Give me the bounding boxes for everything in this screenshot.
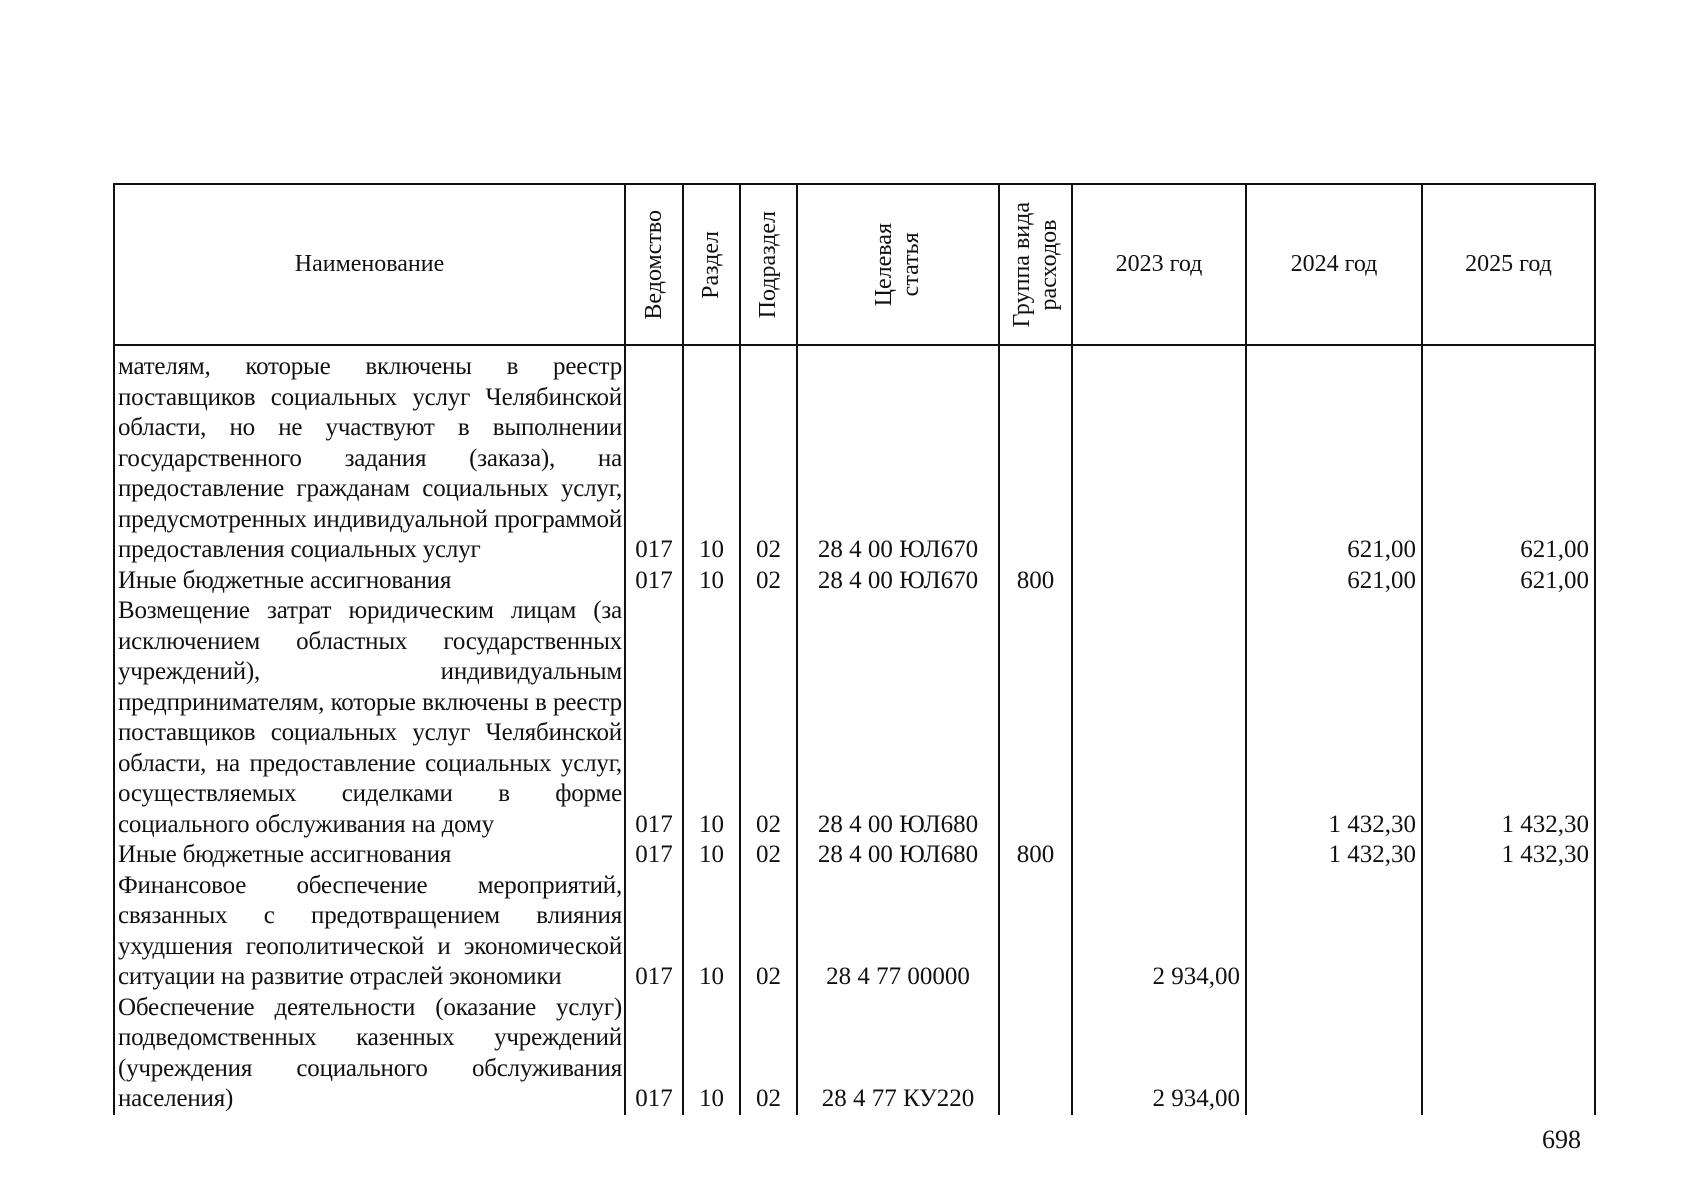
table-row [114, 871, 1595, 993]
cell-name: мателям, которые включены в реестр поставщиков социальных услуг Челябинской области, но не участвуют в выполнении государственного задания (заказа), на предоставление гражданам социальных услуг, предусмотренных индивидуальной программой предоставления социальных услуг [114, 345, 625, 566]
header-target: Целевая статья [797, 184, 999, 345]
cell-target: 28 4 00 ЮЛ670 [797, 345, 999, 566]
cell-section: 10 [683, 596, 740, 840]
header-subsection: Подраздел [740, 184, 797, 345]
table-header-row [114, 184, 1595, 345]
cell-name: Финансовое обеспечение мероприятий, связанных с предотвращением влияния ухудшения геополитической и экономической ситуации на развитие отраслей экономики [114, 871, 625, 993]
cell-section: 10 [683, 345, 740, 566]
cell-section: 10 [683, 566, 740, 597]
cell-2024: 621,00 [1246, 345, 1422, 566]
page-number: 698 [1542, 1125, 1581, 1154]
cell-target: 28 4 77 00000 [797, 871, 999, 993]
cell-dept: 017 [625, 566, 683, 597]
cell-dept: 017 [625, 345, 683, 566]
cell-dept: 017 [625, 840, 683, 871]
cell-dept: 017 [625, 596, 683, 840]
cell-subsection: 02 [740, 596, 797, 840]
cell-section: 10 [683, 871, 740, 993]
table-row [114, 345, 1595, 566]
table-row [114, 993, 1595, 1115]
header-group: Группа вида расходов [999, 184, 1072, 345]
table-row [114, 596, 1595, 840]
cell-2025: 1 432,30 [1422, 596, 1595, 840]
cell-target: 28 4 00 ЮЛ670 [797, 566, 999, 597]
cell-name: Обеспечение деятельности (оказание услуг) подведомственных казенных учреждений (учреждения социального обслуживания населения) [114, 993, 625, 1115]
cell-target: 28 4 00 ЮЛ680 [797, 840, 999, 871]
cell-name: Иные бюджетные ассигнования [114, 566, 625, 597]
cell-2024: 1 432,30 [1246, 596, 1422, 840]
table-row [114, 840, 1595, 871]
cell-2024: 1 432,30 [1246, 840, 1422, 871]
cell-2025: 621,00 [1422, 345, 1595, 566]
cell-2023 [1072, 596, 1246, 840]
cell-2023 [1072, 345, 1246, 566]
cell-subsection: 02 [740, 345, 797, 566]
cell-2023 [1072, 840, 1246, 871]
cell-dept: 017 [625, 871, 683, 993]
header-2025: 2025 год [1422, 184, 1595, 345]
cell-subsection: 02 [740, 566, 797, 597]
cell-2023 [1072, 566, 1246, 597]
budget-table [113, 183, 1596, 1115]
cell-name: Иные бюджетные ассигнования [114, 840, 625, 871]
cell-2023: 2 934,00 [1072, 871, 1246, 993]
cell-2025 [1422, 871, 1595, 993]
cell-subsection: 02 [740, 871, 797, 993]
cell-group [999, 993, 1072, 1115]
table-row [114, 566, 1595, 597]
cell-section: 10 [683, 840, 740, 871]
header-2024: 2024 год [1246, 184, 1422, 345]
cell-dept: 017 [625, 993, 683, 1115]
cell-group [999, 345, 1072, 566]
header-section: Раздел [683, 184, 740, 345]
cell-name: Возмещение затрат юридическим лицам (за исключением областных государственных учреждений), индивидуальным предпринимателям, которые включены в реестр поставщиков социальных услуг Челябинской области, на предоставление социальных услуг, осуществляемых сиделками в форме социального обслуживания на дому [114, 596, 625, 840]
cell-2024: 621,00 [1246, 566, 1422, 597]
cell-2025: 621,00 [1422, 566, 1595, 597]
cell-2025: 1 432,30 [1422, 840, 1595, 871]
cell-section: 10 [683, 993, 740, 1115]
cell-2025 [1422, 993, 1595, 1115]
header-2023: 2023 год [1072, 184, 1246, 345]
cell-subsection: 02 [740, 840, 797, 871]
cell-subsection: 02 [740, 993, 797, 1115]
cell-target: 28 4 00 ЮЛ680 [797, 596, 999, 840]
cell-2023: 2 934,00 [1072, 993, 1246, 1115]
header-name: Наименование [114, 184, 625, 345]
cell-2024 [1246, 993, 1422, 1115]
cell-target: 28 4 77 КУ220 [797, 993, 999, 1115]
cell-group [999, 871, 1072, 993]
header-dept: Ведомство [625, 184, 683, 345]
cell-group: 800 [999, 840, 1072, 871]
cell-group: 800 [999, 566, 1072, 597]
cell-2024 [1246, 871, 1422, 993]
cell-group [999, 596, 1072, 840]
